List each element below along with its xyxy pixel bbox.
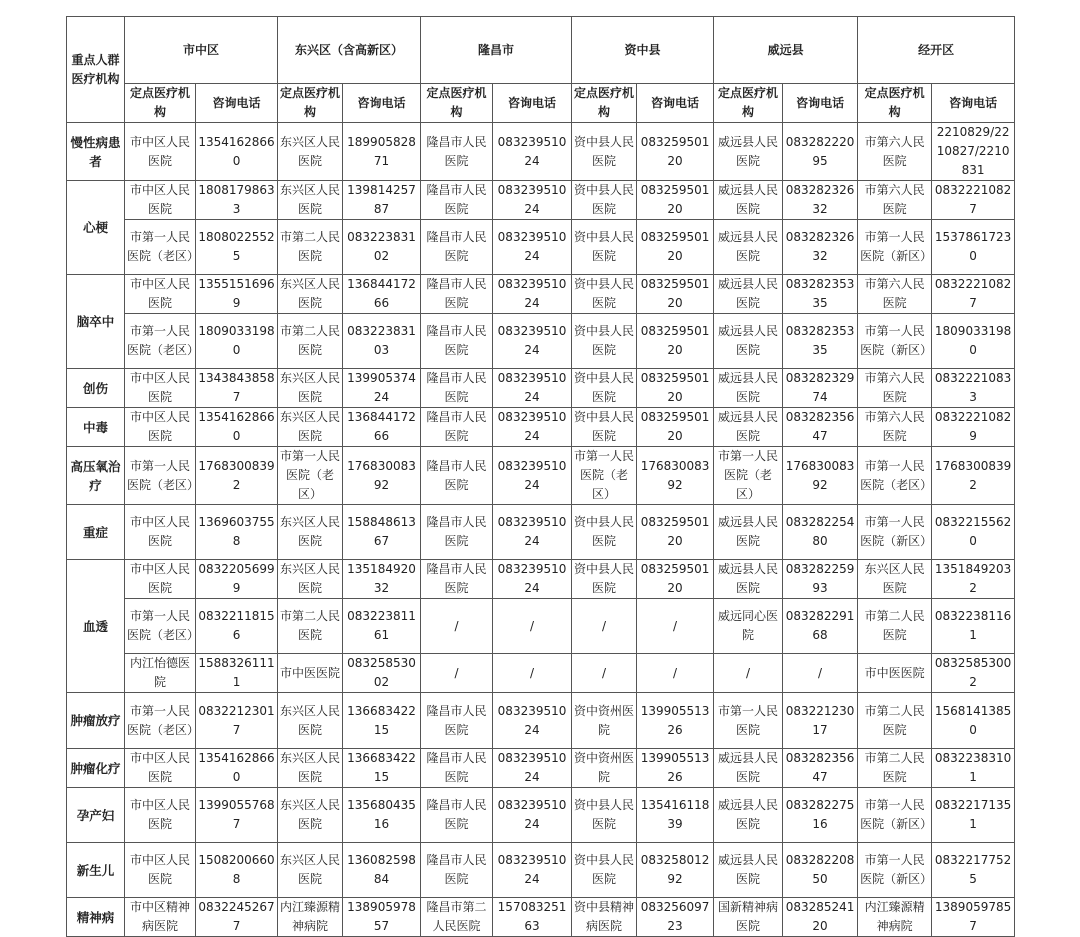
phone-cell: 08322155620 xyxy=(932,505,1015,560)
phone-cell: 13518492032 xyxy=(343,560,421,599)
phone-cell: 08322383102 xyxy=(343,220,421,275)
institution-cell: / xyxy=(572,599,637,654)
corner-header: 重点人群 医疗机构 xyxy=(67,17,125,123)
phone-cell: 13438438587 xyxy=(196,369,278,408)
institution-cell: 资中县人民医院 xyxy=(572,369,637,408)
phone-cell: 2210829/2210827/2210831 xyxy=(932,123,1015,181)
medical-institutions-table xyxy=(66,16,1015,937)
phone-cell: 08325950120 xyxy=(637,275,714,314)
phone-cell: 08323951024 xyxy=(493,181,572,220)
institution-cell: 威远县人民医院 xyxy=(714,408,783,447)
phone-cell: 08323951024 xyxy=(493,843,572,898)
institution-cell: 市中区人民医院 xyxy=(125,408,196,447)
phone-cell: 08325950120 xyxy=(637,123,714,181)
category-cell: 慢性病患者 xyxy=(67,123,125,181)
phone-cell: 08322383101 xyxy=(932,749,1015,788)
phone-cell: 08328235647 xyxy=(783,749,858,788)
table-row xyxy=(67,599,1015,654)
institution-cell: 市中区人民医院 xyxy=(125,749,196,788)
institution-cell: 市第六人民医院 xyxy=(858,408,932,447)
institution-cell: 隆昌市人民医院 xyxy=(421,369,493,408)
phone-cell: 13541611839 xyxy=(637,788,714,843)
table-body xyxy=(67,123,1015,937)
phone-cell: 08328235335 xyxy=(783,275,858,314)
institution-cell: 隆昌市人民医院 xyxy=(421,447,493,505)
institution-cell: 隆昌市人民医院 xyxy=(421,408,493,447)
table-row xyxy=(67,560,1015,599)
institution-cell: 市中区人民医院 xyxy=(125,788,196,843)
institution-cell: 隆昌市人民医院 xyxy=(421,123,493,181)
phone-cell: 08323951024 xyxy=(493,369,572,408)
institution-cell: / xyxy=(421,654,493,693)
table-row xyxy=(67,654,1015,693)
institution-cell: 资中资州医院 xyxy=(572,693,637,749)
institution-cell: 隆昌市人民医院 xyxy=(421,220,493,275)
phone-cell: 08325950120 xyxy=(637,181,714,220)
table-row xyxy=(67,220,1015,275)
institution-cell: 市第一人民医院（新区） xyxy=(858,788,932,843)
institution-cell: 资中县人民医院 xyxy=(572,843,637,898)
institution-cell: 市第一人民医院（老区） xyxy=(125,693,196,749)
phone-cell: 08325609723 xyxy=(637,898,714,937)
phone-cell: 08325950120 xyxy=(637,369,714,408)
phone-cell: 08322383103 xyxy=(343,314,421,369)
institution-cell: 资中资州医院 xyxy=(572,749,637,788)
phone-cell: 13541628660 xyxy=(196,749,278,788)
institution-cell: 东兴区人民医院 xyxy=(278,505,343,560)
table-row xyxy=(67,788,1015,843)
institution-cell: 隆昌市人民医院 xyxy=(421,181,493,220)
phone-cell: 13668342215 xyxy=(343,693,421,749)
phone-cell: / xyxy=(783,654,858,693)
institution-cell: 市中区人民医院 xyxy=(125,181,196,220)
institution-cell: 市第二人民医院 xyxy=(278,599,343,654)
institution-cell: 市第二人民医院 xyxy=(858,693,932,749)
institution-cell: 市第一人民医院（老区） xyxy=(572,447,637,505)
category-cell: 高压氧治疗 xyxy=(67,447,125,505)
phone-cell: 08328225993 xyxy=(783,560,858,599)
phone-cell: 08328235335 xyxy=(783,314,858,369)
table-row xyxy=(67,369,1015,408)
institution-cell: 隆昌市人民医院 xyxy=(421,788,493,843)
phone-cell: 08322056999 xyxy=(196,560,278,599)
phone-cell: 08323951024 xyxy=(493,693,572,749)
institution-cell: 威远县人民医院 xyxy=(714,560,783,599)
phone-cell: 08323951024 xyxy=(493,788,572,843)
phone-cell: 08328229168 xyxy=(783,599,858,654)
sub-header-institution: 定点医疗机构 xyxy=(858,84,932,123)
institution-cell: 东兴区人民医院 xyxy=(858,560,932,599)
institution-cell: 市第六人民医院 xyxy=(858,369,932,408)
institution-cell: 市第一人民医院（新区） xyxy=(858,843,932,898)
institution-cell: / xyxy=(421,599,493,654)
phone-cell: 08323951024 xyxy=(493,749,572,788)
institution-cell: 市第一人民医院（新区） xyxy=(858,505,932,560)
institution-cell: 威远县人民医院 xyxy=(714,275,783,314)
phone-cell: 17683008392 xyxy=(932,447,1015,505)
institution-cell: 隆昌市人民医院 xyxy=(421,275,493,314)
phone-cell: 08328222095 xyxy=(783,123,858,181)
institution-cell: 市中区人民医院 xyxy=(125,505,196,560)
district-header: 资中县 xyxy=(572,17,714,84)
institution-cell: 东兴区人民医院 xyxy=(278,369,343,408)
phone-cell: 17683008392 xyxy=(637,447,714,505)
institution-cell: 市中区人民医院 xyxy=(125,369,196,408)
phone-cell: 13890597857 xyxy=(343,898,421,937)
institution-cell: 东兴区人民医院 xyxy=(278,693,343,749)
institution-cell: 资中县人民医院 xyxy=(572,314,637,369)
phone-cell: 08325853002 xyxy=(932,654,1015,693)
phone-cell: 08325950120 xyxy=(637,505,714,560)
institution-cell: 资中县人民医院 xyxy=(572,275,637,314)
phone-cell: 08322381161 xyxy=(343,599,421,654)
sub-header-phone: 咨询电话 xyxy=(343,84,421,123)
phone-cell: 08322210827 xyxy=(932,181,1015,220)
institution-cell: 资中县人民医院 xyxy=(572,181,637,220)
category-cell: 脑卒中 xyxy=(67,275,125,369)
table-row xyxy=(67,275,1015,314)
district-header: 经开区 xyxy=(858,17,1015,84)
table-row xyxy=(67,447,1015,505)
phone-cell: 08322123017 xyxy=(783,693,858,749)
phone-cell: 13608259884 xyxy=(343,843,421,898)
phone-cell: 08328235647 xyxy=(783,408,858,447)
table-row xyxy=(67,693,1015,749)
institution-cell: / xyxy=(714,654,783,693)
sub-header-phone: 咨询电话 xyxy=(932,84,1015,123)
institution-cell: 市中区人民医院 xyxy=(125,275,196,314)
institution-cell: 资中县人民医院 xyxy=(572,505,637,560)
phone-cell: 08325950120 xyxy=(637,220,714,275)
institution-cell: 内江臻源精神病院 xyxy=(858,898,932,937)
institution-cell: 市第一人民医院（老区） xyxy=(278,447,343,505)
institution-cell: 东兴区人民医院 xyxy=(278,788,343,843)
institution-cell: 市第一人民医院（老区） xyxy=(125,220,196,275)
phone-cell: / xyxy=(637,599,714,654)
phone-cell: 08322210833 xyxy=(932,369,1015,408)
phone-cell: 18081798633 xyxy=(196,181,278,220)
institution-cell: 东兴区人民医院 xyxy=(278,843,343,898)
institution-cell: 东兴区人民医院 xyxy=(278,275,343,314)
phone-cell: 13684417266 xyxy=(343,275,421,314)
institution-cell: 资中县人民医院 xyxy=(572,560,637,599)
institution-cell: 市第二人民医院 xyxy=(278,314,343,369)
institution-cell: 市第一人民医院（新区） xyxy=(858,314,932,369)
phone-cell: 13541628660 xyxy=(196,123,278,181)
institution-cell: 市第六人民医院 xyxy=(858,181,932,220)
institution-cell: 市中医医院 xyxy=(858,654,932,693)
phone-cell: / xyxy=(637,654,714,693)
district-header: 东兴区（含高新区） xyxy=(278,17,421,84)
sub-header-institution: 定点医疗机构 xyxy=(125,84,196,123)
sub-header-phone: 咨询电话 xyxy=(637,84,714,123)
institution-cell: 资中县人民医院 xyxy=(572,788,637,843)
phone-cell: 13981425787 xyxy=(343,181,421,220)
institution-cell: 国新精神病医院 xyxy=(714,898,783,937)
category-cell: 孕产妇 xyxy=(67,788,125,843)
institution-cell: 隆昌市人民医院 xyxy=(421,843,493,898)
phone-cell: 08323951024 xyxy=(493,505,572,560)
phone-cell: 17683008392 xyxy=(196,447,278,505)
phone-cell: 13668342215 xyxy=(343,749,421,788)
institution-cell: 市第六人民医院 xyxy=(858,123,932,181)
phone-cell: 15378617230 xyxy=(932,220,1015,275)
institution-cell: 东兴区人民医院 xyxy=(278,749,343,788)
institution-cell: 市第一人民医院 xyxy=(714,693,783,749)
phone-cell: 15883261111 xyxy=(196,654,278,693)
table-row xyxy=(67,749,1015,788)
phone-cell: 18990582871 xyxy=(343,123,421,181)
institution-cell: 威远县人民医院 xyxy=(714,123,783,181)
phone-cell: 08322123017 xyxy=(196,693,278,749)
phone-cell: 08328232974 xyxy=(783,369,858,408)
phone-cell: 08325950120 xyxy=(637,560,714,599)
phone-cell: 08322452677 xyxy=(196,898,278,937)
table-row xyxy=(67,123,1015,181)
table-row xyxy=(67,408,1015,447)
phone-cell: 08322118156 xyxy=(196,599,278,654)
institution-cell: 市第六人民医院 xyxy=(858,275,932,314)
table-row xyxy=(67,314,1015,369)
institution-cell: 市第一人民医院（老区） xyxy=(858,447,932,505)
phone-cell: / xyxy=(493,654,572,693)
phone-cell: 08323951024 xyxy=(493,560,572,599)
category-cell: 肿瘤化疗 xyxy=(67,749,125,788)
phone-cell: 13551516969 xyxy=(196,275,278,314)
phone-cell: 18090331980 xyxy=(932,314,1015,369)
phone-cell: 08328220850 xyxy=(783,843,858,898)
table-row xyxy=(67,898,1015,937)
phone-cell: 13568043516 xyxy=(343,788,421,843)
category-cell: 重症 xyxy=(67,505,125,560)
phone-cell: 08323951024 xyxy=(493,275,572,314)
institution-cell: 隆昌市第二人民医院 xyxy=(421,898,493,937)
institution-cell: 隆昌市人民医院 xyxy=(421,693,493,749)
institution-cell: 资中县人民医院 xyxy=(572,123,637,181)
phone-cell: 13990557687 xyxy=(196,788,278,843)
table-row xyxy=(67,843,1015,898)
sub-header-phone: 咨询电话 xyxy=(196,84,278,123)
institution-cell: 市中区精神病医院 xyxy=(125,898,196,937)
category-cell: 中毒 xyxy=(67,408,125,447)
phone-cell: 13541628660 xyxy=(196,408,278,447)
phone-cell: 08328232632 xyxy=(783,220,858,275)
phone-cell: 15082006608 xyxy=(196,843,278,898)
phone-cell: 08322210829 xyxy=(932,408,1015,447)
phone-cell: 13990537424 xyxy=(343,369,421,408)
district-header: 市中区 xyxy=(125,17,278,84)
phone-cell: 08323951024 xyxy=(493,220,572,275)
category-cell: 心梗 xyxy=(67,181,125,275)
table-row xyxy=(67,181,1015,220)
institution-cell: 威远县人民医院 xyxy=(714,788,783,843)
phone-cell: 18080225525 xyxy=(196,220,278,275)
category-cell: 血透 xyxy=(67,560,125,693)
institution-cell: 资中县人民医院 xyxy=(572,220,637,275)
phone-cell: 13990551326 xyxy=(637,693,714,749)
institution-cell: 资中县精神病医院 xyxy=(572,898,637,937)
institution-cell: 东兴区人民医院 xyxy=(278,408,343,447)
category-cell: 精神病 xyxy=(67,898,125,937)
sub-header-institution: 定点医疗机构 xyxy=(572,84,637,123)
phone-cell: 08323951024 xyxy=(493,408,572,447)
phone-cell: 08325950120 xyxy=(637,408,714,447)
institution-cell: 市第一人民医院（老区） xyxy=(714,447,783,505)
institution-cell: 市中医医院 xyxy=(278,654,343,693)
sub-header-institution: 定点医疗机构 xyxy=(278,84,343,123)
institution-cell: 市第一人民医院（新区） xyxy=(858,220,932,275)
phone-cell: 08328225480 xyxy=(783,505,858,560)
phone-cell: / xyxy=(493,599,572,654)
institution-cell: 市第二人民医院 xyxy=(858,749,932,788)
institution-cell: 资中县人民医院 xyxy=(572,408,637,447)
institution-cell: 威远县人民医院 xyxy=(714,314,783,369)
institution-cell: 市第一人民医院（老区） xyxy=(125,314,196,369)
phone-cell: 15708325163 xyxy=(493,898,572,937)
institution-cell: / xyxy=(572,654,637,693)
institution-cell: 市第一人民医院（老区） xyxy=(125,599,196,654)
institution-cell: 威远县人民医院 xyxy=(714,181,783,220)
phone-cell: 13990551326 xyxy=(637,749,714,788)
district-header: 隆昌市 xyxy=(421,17,572,84)
phone-cell: 13696037558 xyxy=(196,505,278,560)
phone-cell: 13684417266 xyxy=(343,408,421,447)
phone-cell: 08325801292 xyxy=(637,843,714,898)
sub-header-phone: 咨询电话 xyxy=(493,84,572,123)
institution-cell: 东兴区人民医院 xyxy=(278,123,343,181)
phone-cell: 08323951024 xyxy=(493,447,572,505)
phone-cell: 17683008392 xyxy=(783,447,858,505)
district-header: 威远县 xyxy=(714,17,858,84)
institution-cell: 市第二人民医院 xyxy=(858,599,932,654)
institution-cell: 威远县人民医院 xyxy=(714,505,783,560)
institution-cell: 威远同心医院 xyxy=(714,599,783,654)
institution-cell: 市中区人民医院 xyxy=(125,560,196,599)
phone-cell: 08328227516 xyxy=(783,788,858,843)
phone-cell: 08323951024 xyxy=(493,123,572,181)
institution-cell: 隆昌市人民医院 xyxy=(421,505,493,560)
sub-header-institution: 定点医疗机构 xyxy=(421,84,493,123)
phone-cell: 08325853002 xyxy=(343,654,421,693)
institution-cell: 威远县人民医院 xyxy=(714,369,783,408)
phone-cell: 08322171351 xyxy=(932,788,1015,843)
phone-cell: 13890597857 xyxy=(932,898,1015,937)
phone-cell: 08322381161 xyxy=(932,599,1015,654)
phone-cell: 18090331980 xyxy=(196,314,278,369)
phone-cell: 15681413850 xyxy=(932,693,1015,749)
category-cell: 创伤 xyxy=(67,369,125,408)
sub-header-phone: 咨询电话 xyxy=(783,84,858,123)
institution-cell: 内江臻源精神病院 xyxy=(278,898,343,937)
institution-cell: 东兴区人民医院 xyxy=(278,181,343,220)
category-cell: 新生儿 xyxy=(67,843,125,898)
institution-cell: 市中区人民医院 xyxy=(125,843,196,898)
institution-cell: 市中区人民医院 xyxy=(125,123,196,181)
institution-cell: 威远县人民医院 xyxy=(714,843,783,898)
phone-cell: 08328524120 xyxy=(783,898,858,937)
institution-cell: 东兴区人民医院 xyxy=(278,560,343,599)
category-cell: 肿瘤放疗 xyxy=(67,693,125,749)
institution-cell: 内江怡德医院 xyxy=(125,654,196,693)
phone-cell: 17683008392 xyxy=(343,447,421,505)
phone-cell: 08322177525 xyxy=(932,843,1015,898)
institution-cell: 市第一人民医院（老区） xyxy=(125,447,196,505)
institution-cell: 隆昌市人民医院 xyxy=(421,560,493,599)
institution-cell: 市第二人民医院 xyxy=(278,220,343,275)
phone-cell: 13518492032 xyxy=(932,560,1015,599)
institution-cell: 威远县人民医院 xyxy=(714,749,783,788)
phone-cell: 15884861367 xyxy=(343,505,421,560)
phone-cell: 08328232632 xyxy=(783,181,858,220)
table-row xyxy=(67,505,1015,560)
phone-cell: 08325950120 xyxy=(637,314,714,369)
sub-header-institution: 定点医疗机构 xyxy=(714,84,783,123)
institution-cell: 威远县人民医院 xyxy=(714,220,783,275)
institution-cell: 隆昌市人民医院 xyxy=(421,749,493,788)
phone-cell: 08322210827 xyxy=(932,275,1015,314)
institution-cell: 隆昌市人民医院 xyxy=(421,314,493,369)
table-header xyxy=(67,17,1015,123)
phone-cell: 08323951024 xyxy=(493,314,572,369)
